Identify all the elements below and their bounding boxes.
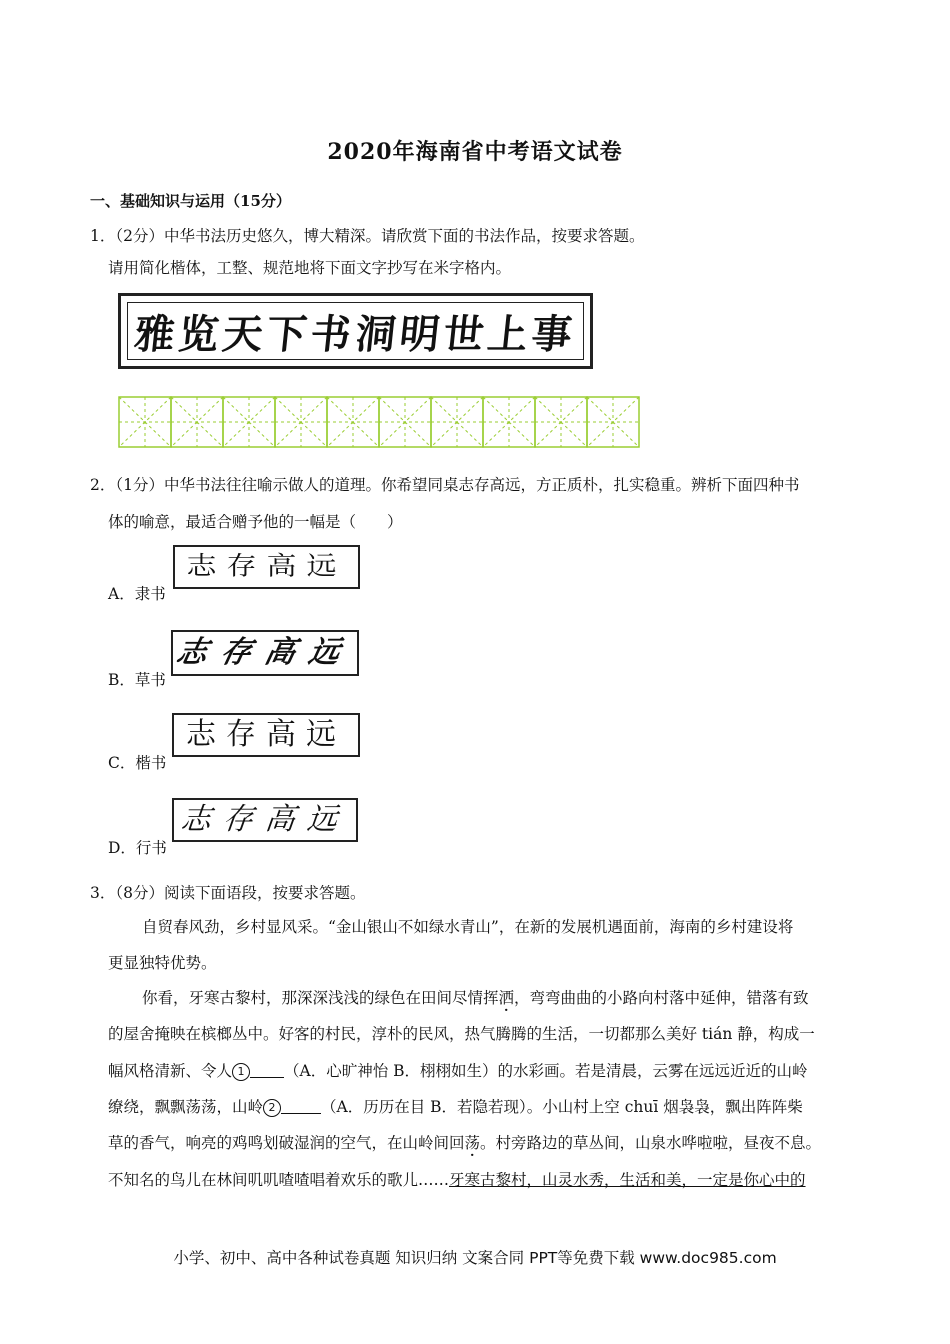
q3-p1-line2: 更显独特优势。 [108, 954, 217, 972]
option-c-label[interactable]: C．楷书 [108, 754, 167, 772]
p2-line3-b: （A．心旷神怡 B．栩栩如生）的水彩画。若是清晨，云雾在远远近近的山岭 [284, 1062, 808, 1080]
blank-2[interactable] [281, 1099, 321, 1114]
p2-line5-b: 。村旁路边的草丛间，山泉水哗啦啦，昼夜不息。 [480, 1134, 822, 1152]
q1-stem: 1．（2分）中华书法历史悠久，博大精深。请欣赏下面的书法作品，按要求答题。 [90, 227, 645, 245]
q3-p2-line2: 的屋舍掩映在槟榔丛中。好客的村民，淳朴的民风，热气腾腾的生活，一切都那么美好 tián 静，构成一 [108, 1025, 815, 1043]
grid-cell[interactable] [535, 397, 587, 447]
option-c-text: 志存高远 [186, 717, 346, 752]
page-title: 2020年海南省中考语文试卷 [327, 139, 623, 165]
grid-cell[interactable] [431, 397, 483, 447]
grid-cell[interactable] [483, 397, 535, 447]
couplet-right: 洞明世上事 [353, 310, 579, 358]
q3-stem: 3．（8分）阅读下面语段，按要求答题。 [90, 884, 366, 902]
grid-cell[interactable] [587, 397, 639, 447]
option-d-image[interactable] [172, 798, 358, 842]
blank-number-2: 2 [263, 1099, 281, 1117]
grid-cell[interactable] [223, 397, 275, 447]
q3-p2-line5 [108, 1133, 821, 1153]
option-a-label[interactable]: A．隶书 [108, 585, 166, 603]
q1-instruction: 请用简化楷体，工整、规范地将下面文字抄写在米字格内。 [108, 259, 512, 277]
footer-watermark: 小学、初中、高中各种试卷真题 知识归纳 文案合同 PPT等免费下载 www.doc985.com [173, 1249, 777, 1267]
grid-cell[interactable] [275, 397, 327, 447]
section-heading: 一、基础知识与运用（15分） [90, 192, 291, 210]
option-b-label[interactable]: B．草书 [108, 671, 166, 689]
blank-number-1: 1 [232, 1063, 250, 1081]
blank-1[interactable] [250, 1063, 284, 1078]
grid-cell[interactable] [119, 397, 171, 447]
option-b-text: 志存高远 [173, 635, 357, 670]
option-c-image[interactable] [172, 713, 360, 757]
q3-p2-line4 [108, 1097, 803, 1117]
p2-dot-char-2: 荡 [464, 1134, 481, 1152]
option-d-text: 志存高远 [179, 802, 351, 837]
q3-p1-line1: 自贸春风劲，乡村显风采。“金山银山不如绿水青山”，在新的发展机遇面前，海南的乡村建设将 [142, 918, 794, 936]
p2-line4-a: 缭绕，飘飘荡荡，山岭 [108, 1098, 264, 1116]
grid-cell[interactable] [327, 397, 379, 447]
q3-p2-line1 [142, 988, 809, 1008]
option-a-text: 志存高远 [186, 551, 347, 582]
option-b-image[interactable] [171, 630, 359, 676]
p2-line3-a: 幅风格清新、令人 [108, 1062, 233, 1080]
couplet-left: 雅览天下书 [131, 310, 357, 358]
grid-cell[interactable] [171, 397, 223, 447]
q3-p2-line6 [108, 1170, 806, 1190]
q2-stem-line2: 体的喻意，最适合赠予他的一幅是（ ） [108, 513, 403, 531]
underlined-sentence: 牙寒古黎村，山灵水秀，生活和美，一定是你心中的 [449, 1171, 806, 1189]
mi-character-grid[interactable] [118, 396, 643, 448]
grid-cell[interactable] [379, 397, 431, 447]
p2-line1-b: ，弯弯曲曲的小路向村落中延伸，错落有致 [514, 989, 809, 1007]
p2-dot-char-1: 洒 [498, 989, 515, 1007]
p2-line4-b: （A．历历在目 B．若隐若现）。小山村上空 chuī 烟袅袅，飘出阵阵柴 [321, 1098, 803, 1116]
option-a-image[interactable] [173, 545, 360, 589]
calligraphy-banner [118, 293, 593, 369]
q3-p2-line3 [108, 1061, 808, 1081]
p2-line1-a: 你看，牙寒古黎村，那深深浅浅的绿色在田间尽情挥 [142, 989, 499, 1007]
p2-line6-a: 不知名的鸟儿在林间叽叽喳喳唱着欢乐的歌儿…… [108, 1171, 450, 1189]
option-d-label[interactable]: D．行书 [108, 839, 167, 857]
p2-line5-a: 草的香气，响亮的鸡鸣划破湿润的空气，在山岭间回 [108, 1134, 465, 1152]
q2-stem-line1: 2．（1分）中华书法往往喻示做人的道理。你希望同桌志存高远，方正质朴，扎实稳重。辨析下面四种书 [90, 476, 800, 494]
